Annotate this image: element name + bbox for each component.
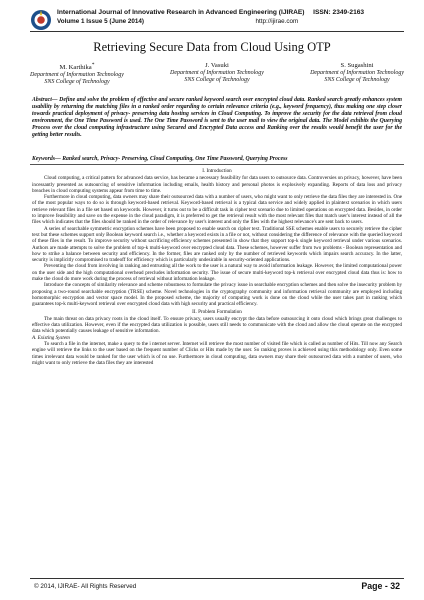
abstract: Abstract— Define and solve the problem of effective and secure ranked keyword search over encrypted cloud data. Ranked search greatly enhances system usability by returning the matching files in a ranked order regarding to certain relevance criteria (e.g., keyword frequency), thus making one step closer towards practical deployment of privacy- preserving data hosting services in Cloud Computing. To improve the security for the data retrieval from cloud environment, the One Time Password is used. The One Time Password is sent to the user mail to view the original data. The Model exhibits the Querying Process over the cloud computing infrastructure using Secured and Encrypted Data access and Ranking over the results would benefit the user for the getting better results. [32, 97, 402, 139]
author-dept: Department of Information Technology [30, 71, 124, 78]
journal-issn: ISSN: 2349-2163 [313, 9, 365, 16]
author-dept: Department of Information Technology [310, 69, 404, 76]
author-name: S. Sugashini [340, 62, 374, 69]
author-inst: SNS College of Technology [184, 77, 250, 84]
paragraph: Preventing the cloud from involving in ranking and entrusting all the work to the user is a natural way to avoid information leakage. However, the limited computational power on the user side and the high computational overhead precludes information security. The issue of secure multi-keyword top-k retrieval over encrypted cloud data thus is: how to make the cloud do more work during the process of retrieval without information leakage. [32, 263, 402, 283]
copyright-notice: © 2014, IJIRAE- All Rights Reserved [34, 583, 137, 590]
journal-website-link[interactable]: http://ijirae.com [255, 18, 299, 25]
paragraph: The main threat on data privacy roots in the cloud itself. To ensure privacy, users usually encrypt the data before outsourcing it onto cloud which brings great challenges to effective data utilization. However, even if the encrypted data utilization is possible, users still needs to communicate with the cloud and allow the cloud operate on the encrypted data which potentially causes leakage of sensitive information. [32, 315, 402, 335]
author-block [30, 62, 404, 87]
author-inst: SNS College of Technology [44, 79, 110, 86]
keywords-divider [30, 164, 404, 165]
paragraph: A series of searchable symmetric encryption schemes have been proposed to enable search on cipher text. Traditional SSE schemes enable users to securely retrieve the cipher text but these schemes support only Boolean keyword search i.e., whether a keyword exists in a file or not, without considering the difference of relevance with the queried keyword of these files in the result. To improve security without sacrificing efficiency schemes presented in show that they support top-k single keyword retrieval under various scenarios. Authors are made attempts to solve the problem of top-k multi-keyword over encrypted cloud data. These schemes, however suffer from two problems - Boolean representation and how to strike a balance between security and efficiency. In the former, files are ranked only by the number of retrieved keywords which impairs search accuracy. In the latter, security is implicitly compromised to tradeoff for efficiency which is particularly undesirable in security-oriented applications. [32, 225, 402, 264]
paper-body [32, 167, 402, 366]
subsection-heading: A. Existing System [32, 334, 70, 341]
section-heading: II. Problem Formulation [192, 308, 242, 315]
author-inst: SNS College of Technology [324, 77, 390, 84]
author-1 [30, 62, 124, 87]
paper-title: Retrieving Secure Data from Cloud Using OTP [93, 40, 331, 54]
author-name: M. Karthika [59, 64, 92, 72]
page-number: Page - 32 [361, 581, 400, 591]
footer-divider [30, 578, 404, 579]
paragraph: Introduce the concepts of similarity relevance and scheme robustness to formulate the privacy issue in searchable encryption schemes and then solve the insecurity problem by proposing a two-round searchable encryption (TRSE) scheme. Novel technologies in the cryptography community and information retrieval community are employed including homomorphic encryption and vector space model. In the proposed scheme, the majority of computing work is done on the cloud while the user takes part in ranking which guarantees top-k multi-keyword retrieval over encrypted cloud data with high security and practical efficiency. [32, 282, 402, 308]
section-heading: I. Introduction [202, 168, 232, 174]
keywords: Keywords— Ranked search, Privacy- Preserving, Cloud Computing, One Time Password, Querying Process [32, 156, 288, 162]
header-divider [30, 31, 404, 32]
author-2 [170, 62, 264, 87]
journal-name: International Journal of Innovative Research in Advanced Engineering (IJIRAE) [57, 9, 305, 16]
paragraph: To search a file in the internet, make a query to the i nternet server. Internet will retrieve the most number of visited file which is called as number of Hits. Till now any Search engine will retrieve the links to the user based on the frequent number of Clicks or Hits made by the user. So ranking proves is achieved using this methodology only. Even some times irrelevant data would be ranked for the user which is of no use. Furthermore in cloud computing, data owners may share their outsourced data with a number of users, who might want to only retrieve the data files they are interested [32, 341, 402, 366]
author-3 [310, 62, 404, 87]
author-dept: Department of Information Technology [170, 69, 264, 76]
paragraph: Furthermore in cloud computing, data owners may share their outsourced data with a number of users, who might want to only retrieve the data files they are interested in. One of the most popular ways to do so is through keyword-based retrieval. Keyword-based retrieval is a typical data service and widely applied in plaintext scenarios in which users retrieve relevant files in a file set based on keywords. However, it turns out to be a difficult task in cipher text scenario due to limited operations on encrypted data. Besides, in order to improve feasibility and save on the expense in the cloud paradigm, it is preferred to get the retrieval result with the most relevant files that match user's interest instead of all the files which indicates that the files should be ranked in the order of relevance by user's interest and only the files with the highest relevance's are sent back to users. [32, 194, 402, 226]
author-name: J. Vasuki [205, 62, 229, 69]
paragraph: Cloud computing, a critical pattern for advanced data service, has became a necessary feasibility for data users to outsource data. Controversies on privacy, however, have been incessantly presented as outsourcing of sensitive information including emails, health history and personal photos is explosively expanding. Reports of data loss and privacy breaches in cloud computing systems appear from time to time. [32, 175, 402, 194]
journal-logo-icon [30, 9, 52, 31]
author-mark: * [91, 62, 95, 68]
journal-volume: Volume 1 Issue 5 (June 2014) [57, 18, 145, 25]
